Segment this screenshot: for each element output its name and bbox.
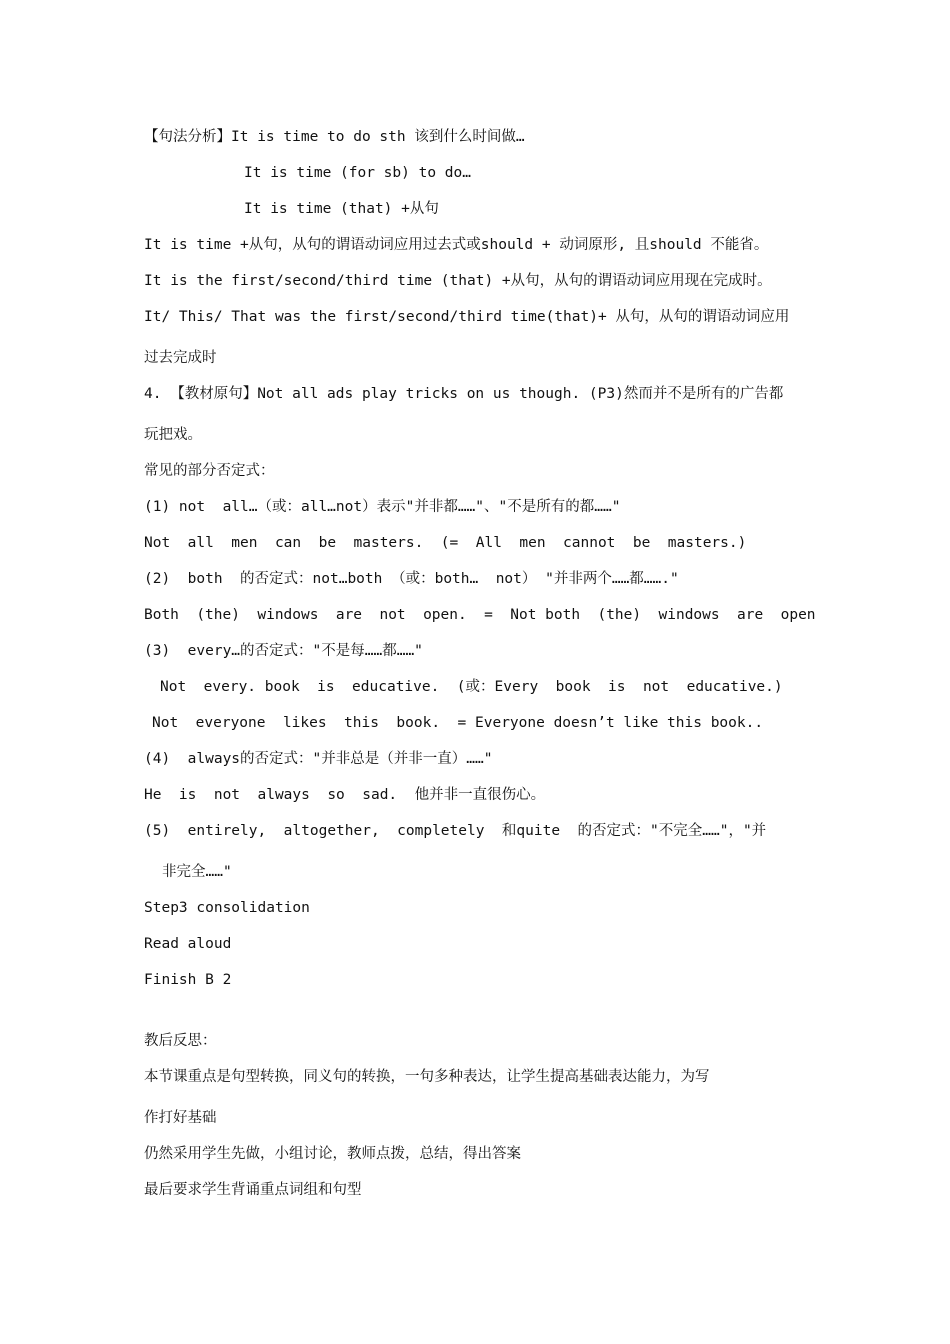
partial-negation-heading: 常见的部分否定式： bbox=[144, 463, 275, 479]
reflection-1: 本节课重点是句型转换，同义句的转换，一句多种表达，让学生提高基础表达能力，为写 bbox=[144, 1069, 710, 1085]
example-2: Both (the) windows are not open. = Not both (the) windows are open bbox=[144, 607, 816, 623]
rule-past-tense: It is time +从句，从句的谓语动词应用过去式或should + 动词原形, 且should 不能省。 bbox=[144, 237, 769, 253]
item-1-not-all: (1) not all…（或：all…not）表示"并非都……"、"不是所有的都……" bbox=[144, 499, 621, 515]
syntax-analysis-heading: 【句法分析】It is time to do sth 该到什么时间做… bbox=[144, 129, 525, 145]
example-4: He is not always so sad. 他并非一直很伤心。 bbox=[144, 787, 546, 803]
step3-heading: Step3 consolidation bbox=[144, 900, 310, 916]
reflection-2: 仍然采用学生先做，小组讨论，教师点拨，总结，得出答案 bbox=[144, 1146, 521, 1162]
read-aloud: Read aloud bbox=[144, 936, 232, 952]
finish-b2: Finish B 2 bbox=[144, 972, 232, 988]
reflection-heading: 教后反思： bbox=[144, 1033, 217, 1049]
item-4-always: (4) always的否定式："并非总是（并非一直）……" bbox=[144, 751, 493, 767]
item-5-entirely: (5) entirely, altogether, completely 和quite 的否定式："不完全……"，"并 bbox=[144, 823, 767, 839]
pattern-for-sb: It is time (for sb) to do… bbox=[244, 165, 471, 181]
item-5-cont: 非完全……" bbox=[162, 864, 232, 880]
textbook-sentence-cont: 玩把戏。 bbox=[144, 427, 202, 443]
item-3-every: (3) every…的否定式："不是每……都……" bbox=[144, 643, 423, 659]
textbook-sentence: 4. 【教材原句】Not all ads play tricks on us though. (P3)然而并不是所有的广告都 bbox=[144, 386, 784, 402]
rule-past-perfect-cont: 过去完成时 bbox=[144, 350, 217, 366]
example-3a: Not every. book is educative. (或：Every book is not educative.) bbox=[160, 679, 783, 695]
reflection-1-cont: 作打好基础 bbox=[144, 1110, 217, 1126]
example-1: Not all men can be masters. (= All men cannot be masters.) bbox=[144, 535, 747, 551]
rule-past-perfect: It/ This/ That was the first/second/third time(that)+ 从句，从句的谓语动词应用 bbox=[144, 309, 790, 325]
example-3b: Not everyone likes this book. = Everyone doesn’t like this book.. bbox=[152, 715, 764, 731]
reflection-3: 最后要求学生背诵重点词组和句型 bbox=[144, 1182, 362, 1198]
pattern-that-clause: It is time (that) +从句 bbox=[244, 201, 439, 217]
item-2-both: (2) both 的否定式：not…both （或：both… not） "并非两个……都……." bbox=[144, 571, 679, 587]
rule-present-perfect: It is the first/second/third time (that) +从句，从句的谓语动词应用现在完成时。 bbox=[144, 273, 772, 289]
